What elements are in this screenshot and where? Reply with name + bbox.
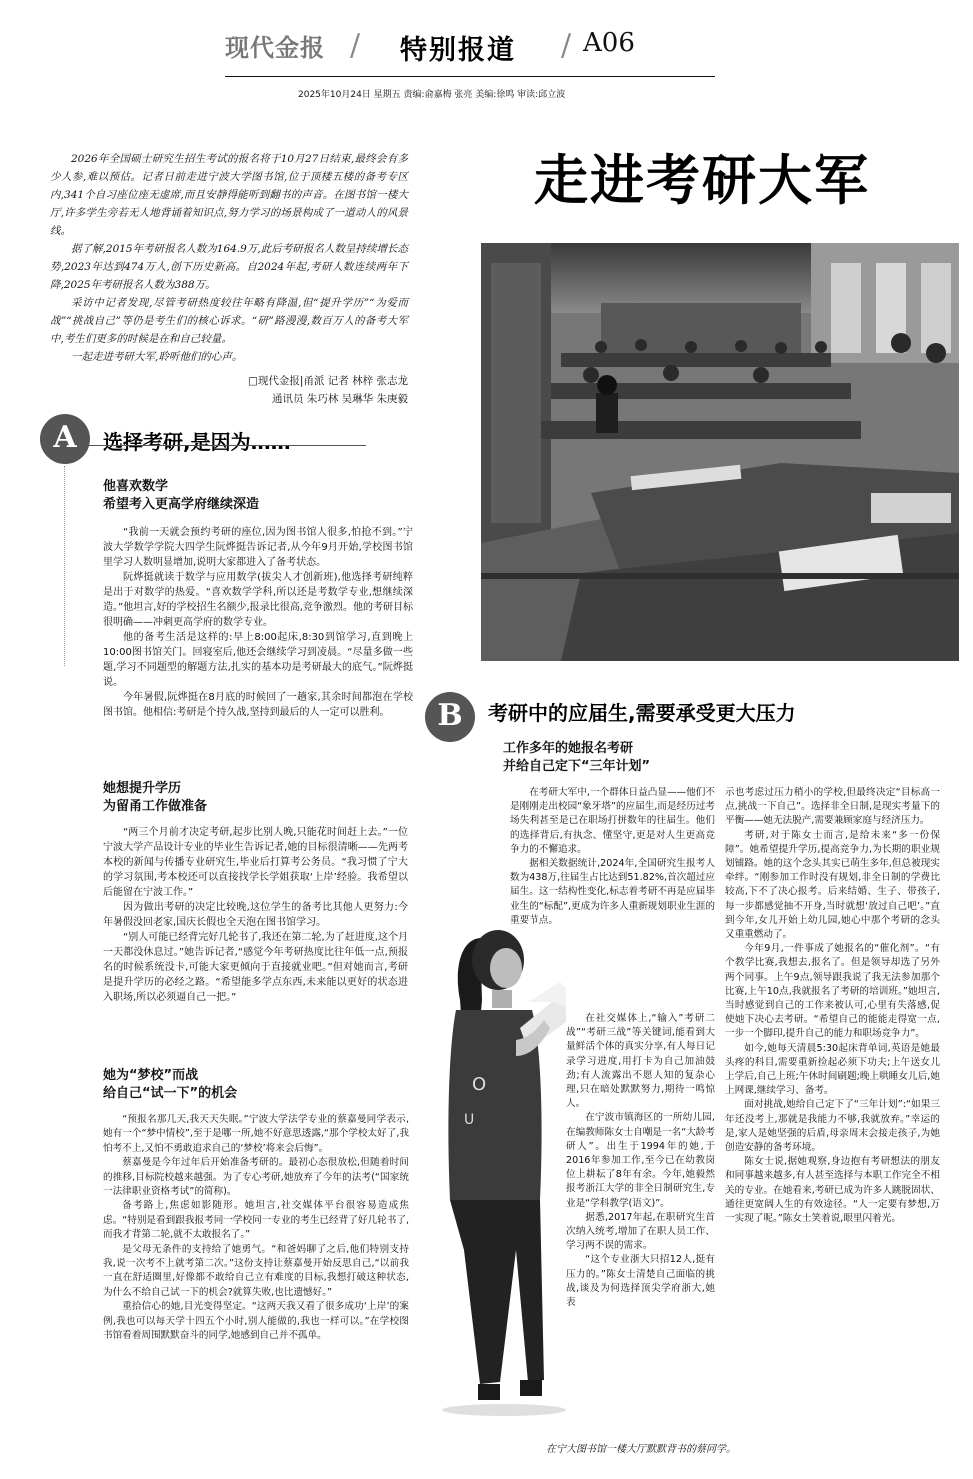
body-paragraph: 他的备考生活是这样的:早上8:00起床,8:30到馆学习,直到晚上10:00图书馆关门。回寝室后,他还会继续学习到凌晨。“尽量多做一些题,学习不同题型的解题方法,扎实的基本功是考研最大的底气。”阮烨挺说。: [103, 632, 413, 688]
intro-paragraph: 2026年全国硕士研究生招生考试的报名将于10月27日结束,最终会有多少人参,难以预估。记者日前走进宁波大学图书馆,位于顶楼五楼的备考专区内,341个自习座位座无虚席,而且安静得能听到翻书的声音。在图书馆一楼大厅,许多学生旁若无人地背诵着知识点,努力学习的场景构成了一道动人的风景线。: [50, 153, 408, 237]
body-paragraph: 阮烨挺就读于数学与应用数学(拔尖人才创新班),他选择考研纯粹是出于对数学的热爱。“喜欢数学学科,所以还是考数学专业,想继续深造。”他坦言,好的学校招生名额少,报录比很高,竞争激烈。他的考研目标很明确——冲刺更高学府的数学专业。: [103, 572, 413, 628]
photo-caption: 在宁大图书馆一楼大厅默默背书的蔡同学。: [546, 1444, 736, 1455]
intro-paragraph: 据了解,2015年考研报名人数为164.9万,此后考研报名人数呈持续增长态势,2023年达到474万人,创下历史新高。自2024年起,考研人数连续两年下降,2025年考研报名人数为388万。: [50, 243, 408, 291]
body-paragraph: “这个专业浙大只招12人,挺有压力的。”陈女士清楚自己面临的挑战,谈及为何选择顶尖学府浙大,她表: [566, 1254, 715, 1309]
body-paragraph: 在社交媒体上,“输入”考研二战”“考研三战”等关键词,能看到大量鲜活个体的真实分享,有人每日记录学习进度,用打卡为自己加油鼓劲;有人流露出不愿人知的复杂心理,只在暗处默默努力,期待一鸣惊人。: [566, 1013, 715, 1110]
body-paragraph: 是父母无条件的支持给了她勇气。“和爸妈聊了之后,他们特别支持我,说一次考不上就考第二次。”这份支持让蔡嘉曼开始反思自己,“以前我一直在舒适圈里,好像都不敢给自己立有难度的目标,我想打破这种状态,为什么不给自己试一下的机会?就算失败,也比遗憾好。”: [103, 1243, 409, 1298]
library-photo-illustration: [481, 243, 959, 661]
intro-text: [50, 150, 408, 366]
subheading-line: 并给自己定下“三年计划”: [503, 759, 651, 774]
section-a-subheading-1: [103, 478, 423, 514]
body-paragraph: 示也考虑过压力稍小的学校,但最终决定“目标高一点,挑战一下自己”。选择非全日制,是现实考量下的平衡——她无法脱产,需要兼顾家庭与经济压力。: [725, 787, 940, 827]
body-paragraph: 据悉,2017年起,在职研究生首次纳入统考,增加了在职人员工作、学习两不误的需求。: [566, 1211, 715, 1252]
intro-paragraph: 一起走进考研大军,聆听他们的心声。: [71, 351, 243, 363]
body-paragraph: 面对挑战,她给自己定下了“三年计划”:“如果三年还没考上,那就是我能力不够,我就放弃。”幸运的是,家人是她坚强的后盾,母亲周末会接走孩子,为她创造安静的备考环境。: [725, 1099, 940, 1154]
body-paragraph: 今年9月,一件事成了她报名的“催化剂”。“有个教学比赛,我想去,报名了。但是领导却选了另外两个同事。上午9点,领导跟我说了我无法参加那个比赛,上午10点,我就报名了考研的培训班。”她坦言,当时感觉到自己的工作来被认可,心里有失落感,促使她下决心去考研。“希望自己的能能走得宽一点,一步一个脚印,提升自己的能力和职场竞争力”。: [725, 943, 940, 1040]
header-slash: /: [350, 28, 361, 63]
section-b-column-1-top: [510, 786, 715, 928]
subheading-line: 他喜欢数学: [103, 479, 169, 494]
body-paragraph: 因为做出考研的决定比较晚,这位学生的备考比其他人更努力:今年暑假没回老家,国庆长假也全天泡在图书馆学习。: [103, 902, 408, 928]
subheading-line: 为留甬工作做准备: [103, 799, 208, 814]
masthead: [225, 22, 665, 76]
body-paragraph: “我前一天就会预约考研的座位,因为图书馆人很多,怕抢不到。”宁波大学数学学院大四学生阮烨挺告诉记者,从今年9月开始,学校图书馆里学习人数明显增加,说明大家都进入了备考状态。: [103, 527, 413, 568]
body-paragraph: 今年暑假,阮烨挺在8月底的时候回了一趟家,其余时间都泡在学校图书馆。他相信:考研是个持久战,坚持到最后的人一定可以胜利。: [103, 692, 413, 718]
section-b-badge: B: [425, 692, 475, 742]
section-a-rule: [86, 445, 366, 446]
byline-reporters: □现代金报|甬派 记者 林梓 张志龙: [248, 375, 408, 387]
section-a-divider: [64, 466, 65, 666]
subheading-line: 工作多年的她报名考研: [503, 741, 634, 756]
subheading-line: 她想提升学历: [103, 781, 182, 796]
body-paragraph: 据相关数据统计,2024年,全国研究生报考人数为438万,往届生占比达到51.82%,首次超过应届生。这一结构性变化,标志着考研不再是应届毕业生的“标配”,更成为许多人重新规划职业生涯的重要节点。: [510, 858, 715, 926]
body-paragraph: 在考研大军中,一个群体日益凸显——他们不是刚刚走出校园“象牙塔”的应届生,而是经历过考场失利甚至是已在职场打拼数年的往届生。他们的选择背后,有执念、懂坚守,更是对人生更高竞争力的不懈追求。: [510, 787, 715, 855]
page-title: 走进考研大军: [534, 149, 870, 212]
svg-text:U: U: [464, 1112, 475, 1128]
page-number: A06: [583, 28, 635, 58]
body-paragraph: 重拾信心的她,目光变得坚定。“这两天我又看了很多成功‘上岸’的案例,我也可以每天学十四五个小时,别人能做的,我也一样可以。”在学校图书馆看着周围默默奋斗的同学,她感到自己并不孤单。: [103, 1301, 409, 1342]
body-paragraph: 蔡嘉曼是今年过年后开始准备考研的。最初心态很放松,但随着时间的推移,目标院校越来越强。为了专心考研,她放弃了今年的法考(“国家统一法律职业资格考试”的简称)。: [103, 1157, 409, 1198]
body-paragraph: 备考路上,焦虑如影随形。她坦言,社交媒体平台很容易造成焦虑。“特别是看到跟我报考同一学校同一专业的考生已经背了好几轮书了,而我才背第二轮,就不太敢报名了。”: [103, 1200, 409, 1241]
dateline: 2025年10月24日 星期五 责编:俞嘉梅 张亮 美编:徐鸣 审读:邱立波: [298, 90, 566, 100]
section-b-column-1-wrap: [566, 1012, 715, 1310]
body-paragraph: 在宁波市镇海区的一所幼儿园,在编教师陈女士自嘲是一名“大龄考研人”。出生于1994年的她,于2016年参加工作,至今已在幼教岗位上耕耘了8年有余。今年,她毅然报考浙江大学的非全日制研究生,专业是“学科教学(语文)”。: [566, 1112, 715, 1209]
newspaper-brand: 现代金报: [225, 33, 325, 62]
body-paragraph: 考研,对于陈女士而言,是给未来“多一份保障”。她希望提升学历,提高竞争力,为长期的职业规划铺路。她的这个念头其实已萌生多年,但总被现实牵绊。“刚参加工作时没有规划,非全日制的学费比较高,下不了决心报考。后来结婚、生子、带孩子,每一步都感觉抽不开身,当时就想‘放过自己吧’。”直到今年,女儿开始上幼儿园,她心中那个考研的念头又重重燃动了。: [725, 829, 940, 941]
section-a-title: 选择考研,是因为……: [103, 430, 291, 454]
intro-paragraph: 采访中记者发现,尽管考研热度较往年略有降温,但“提升学历”“为爱而战”“挑战自己”等仍是考生们的核心诉求。“研”路漫漫,数百万人的备考大军中,考生们更多的时候是在和自己较量。: [50, 297, 408, 345]
section-b-title: 考研中的应届生,需要承受更大压力: [488, 701, 796, 725]
body-paragraph: “预报名那几天,我天天失眠。”宁波大学法学专业的蔡嘉曼同学表示,她有一个“梦中情校”,至于是哪一所,她不好意思透露,“那个学校太好了,我怕考不上,又怕不勇敢追求自己的‘梦校’将来会后悔”。: [103, 1114, 409, 1154]
section-a-story-2: [103, 825, 408, 1005]
svg-text:O: O: [472, 1074, 487, 1095]
subheading-line: 给自己“试一下”的机会: [103, 1086, 238, 1101]
body-paragraph: “两三个月前才决定考研,起步比别人晚,只能花时间赶上去。”一位宁波大学产品设计专业的毕业生告诉记者,她的目标很清晰——先两考本校的新闻与传播专业研究生,毕业后打算考公务员。“我习惯了宁大的学习氛围,考本校还可以直接找学长学姐获取‘上岸’经验。我希望以后能留在宁波工作。”: [103, 827, 408, 898]
section-a-story-1: [103, 525, 413, 720]
section-a-story-3: [103, 1113, 409, 1344]
student-figure-illustration: [420, 910, 566, 1418]
subheading-line: 她为“梦校”而战: [103, 1068, 199, 1083]
section-name: 特别报道: [400, 35, 516, 66]
body-paragraph: 陈女士说,据她观察,身边抱有考研想法的朋友和同事越来越多,有人甚至选择与本职工作完全不相关的专业。在她看来,考研已成为许多人跳脱固状、通往更宽阔人生的有效途径。“人一定要有梦想,万一实现了呢。”陈女士笑着说,眼里闪着光。: [725, 1156, 940, 1225]
byline-correspondents: 通讯员 朱巧林 吴琳华 朱庚毅: [271, 393, 408, 405]
library-reading-room-photo: [481, 243, 959, 661]
section-a-badge: A: [40, 414, 90, 464]
header-slash: /: [561, 28, 572, 63]
body-paragraph: “别人可能已经背完好几轮书了,我还在第二轮,为了赶进度,这个月一天都没休息过。”她告诉记者,“感觉今年考研热度比往年低一点,预报名的时候系统没卡,可能大家更倾向于直接就业吧。”但对她而言,考研是提升学历的必经之路。“希望能多学点东西,未来能以更好的状态进入职场,所以必须逼自己一把。”: [103, 932, 408, 1003]
section-b-subheading: [503, 740, 753, 776]
section-b-column-2: [725, 786, 940, 1226]
header-rule: [225, 76, 715, 77]
section-a-subheading-3: [103, 1067, 423, 1103]
subheading-line: 希望考入更高学府继续深造: [103, 497, 260, 512]
student-reading-photo: [420, 910, 566, 1418]
byline: [200, 372, 408, 408]
body-paragraph: 如今,她每天清晨5:30起床背单词,英语是她最头疼的科目,需要重新捡起必须下功夫;上午送女儿上学后,自己上班;午休时间刷题;晚上哄睡女儿后,她上网课,继续学习、备考。: [725, 1042, 940, 1097]
section-a-subheading-2: [103, 780, 423, 816]
